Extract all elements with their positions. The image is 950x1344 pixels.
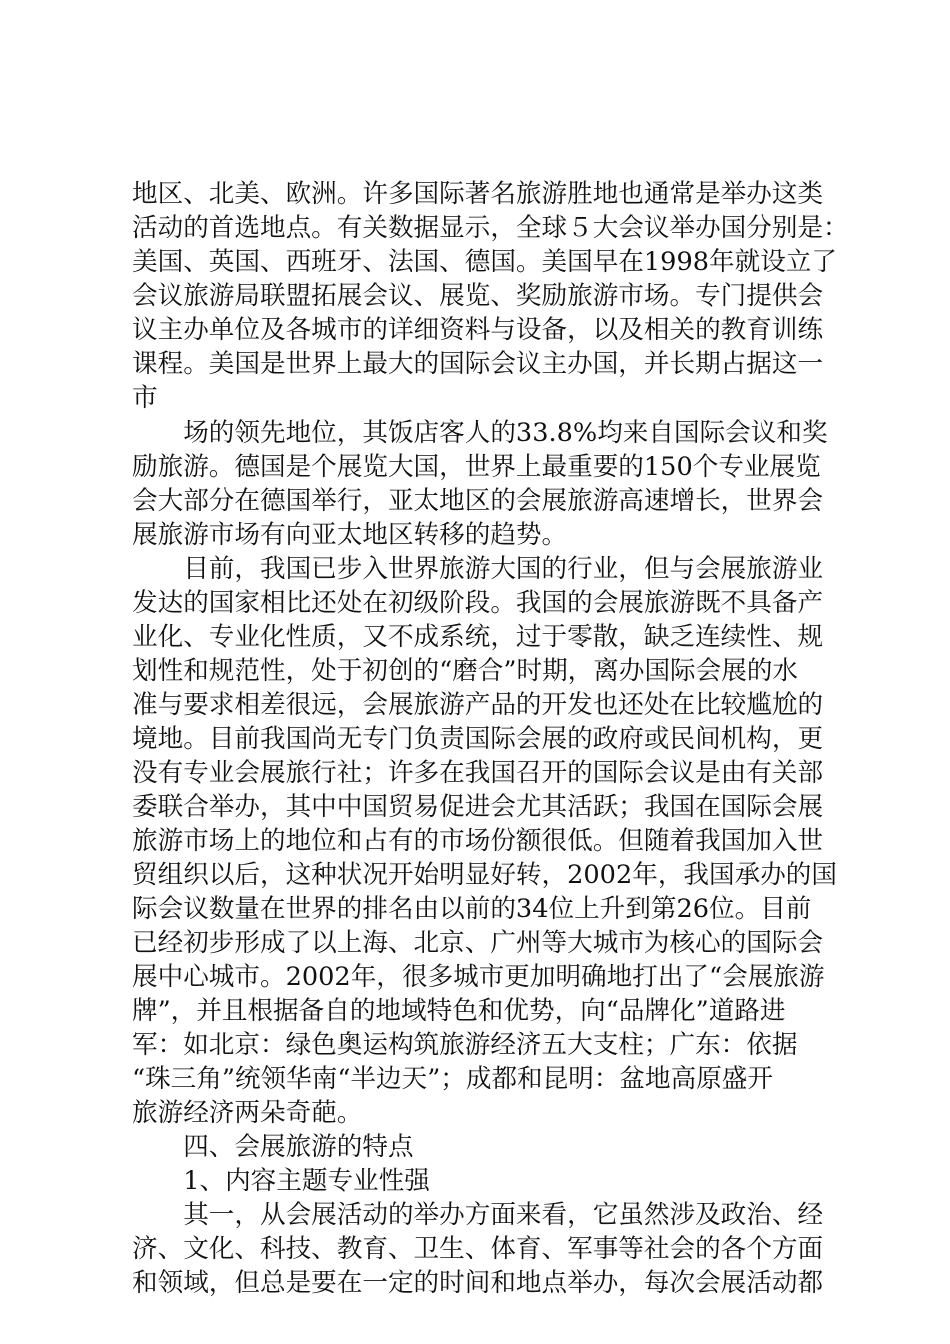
paragraph-line: 境地。目前我国尚无专门负责国际会展的政府或民间机构，更 [132, 724, 824, 754]
paragraph-line: 美国、英国、西班牙、法国、德国。美国早在1998年就设立了 [132, 247, 837, 277]
paragraph-line: 际会议数量在世界的排名由以前的34位上升到第26位。目前 [132, 894, 812, 924]
paragraph-line: 展旅游市场有向亚太地区转移的趋势。 [132, 520, 568, 550]
paragraph-line: 牌”，并且根据备自的地域特色和优势，向“品牌化”道路进 [132, 996, 786, 1026]
paragraph-line: 贸组织以后，这种状况开始明显好转，2002年，我国承办的国 [132, 860, 837, 890]
paragraph-line: 会大部分在德国举行，亚太地区的会展旅游高速增长，世界会 [132, 486, 824, 516]
paragraph-line: 和领域，但总是要在一定的时间和地点举办，每次会展活动都 [132, 1268, 824, 1298]
paragraph-line: 市 [132, 383, 158, 413]
paragraph-line: 活动的首选地点。有关数据显示，全球５大会议举办国分别是： [132, 213, 849, 243]
paragraph-line: 委联合举办，其中中国贸易促进会尤其活跃；我国在国际会展 [132, 792, 824, 822]
paragraph-line: 军：如北京：绿色奥运构筑旅游经济五大支柱；广东：依据 [132, 1030, 798, 1060]
paragraph-line: 议主办单位及各城市的详细资料与设备，以及相关的教育训练 [132, 315, 824, 345]
subsection-heading: 1、内容主题专业性强 [132, 1166, 430, 1196]
paragraph-line: 业化、专业化性质，又不成系统，过于零散，缺乏连续性、规 [132, 622, 824, 652]
paragraph-line: 场的领先地位，其饭店客人的33.8%均来自国际会议和奖 [132, 418, 828, 448]
paragraph-line: 目前，我国已步入世界旅游大国的行业，但与会展旅游业 [132, 554, 824, 584]
paragraph-line: “珠三角”统领华南“半边天”；成都和昆明：盆地高原盛开 [132, 1064, 773, 1094]
paragraph-line: 准与要求相差很远，会展旅游产品的开发也还处在比较尴尬的 [132, 690, 824, 720]
paragraph-line: 地区、北美、欧洲。许多国际著名旅游胜地也通常是举办这类 [132, 179, 824, 209]
paragraph-line: 发达的国家相比还处在初级阶段。我国的会展旅游既不具备产 [132, 588, 824, 618]
paragraph-line: 其一，从会展活动的举办方面来看，它虽然涉及政治、经 [132, 1200, 824, 1230]
paragraph-line: 济、文化、科技、教育、卫生、体育、军事等社会的各个方面 [132, 1234, 824, 1264]
paragraph-line: 已经初步形成了以上海、北京、广州等大城市为核心的国际会 [132, 928, 824, 958]
paragraph-line: 没有专业会展旅行社；许多在我国召开的国际会议是由有关部 [132, 758, 824, 788]
paragraph-line: 展中心城市。2002年，很多城市更加明确地打出了“会展旅游 [132, 962, 825, 992]
paragraph-line: 旅游市场上的地位和占有的市场份额很低。但随着我国加入世 [132, 826, 824, 856]
section-heading: 四、会展旅游的特点 [132, 1132, 414, 1162]
paragraph-line: 划性和规范性，处于初创的“磨合”时期，离办国际会展的水 [132, 656, 799, 686]
paragraph-line: 课程。美国是世界上最大的国际会议主办国，并长期占据这一 [132, 349, 824, 379]
paragraph-line: 励旅游。德国是个展览大国，世界上最重要的150个专业展览 [132, 452, 821, 482]
paragraph-line: 会议旅游局联盟拓展会议、展览、奖励旅游市场。专门提供会 [132, 281, 824, 311]
paragraph-line: 旅游经济两朵奇葩。 [132, 1098, 363, 1128]
